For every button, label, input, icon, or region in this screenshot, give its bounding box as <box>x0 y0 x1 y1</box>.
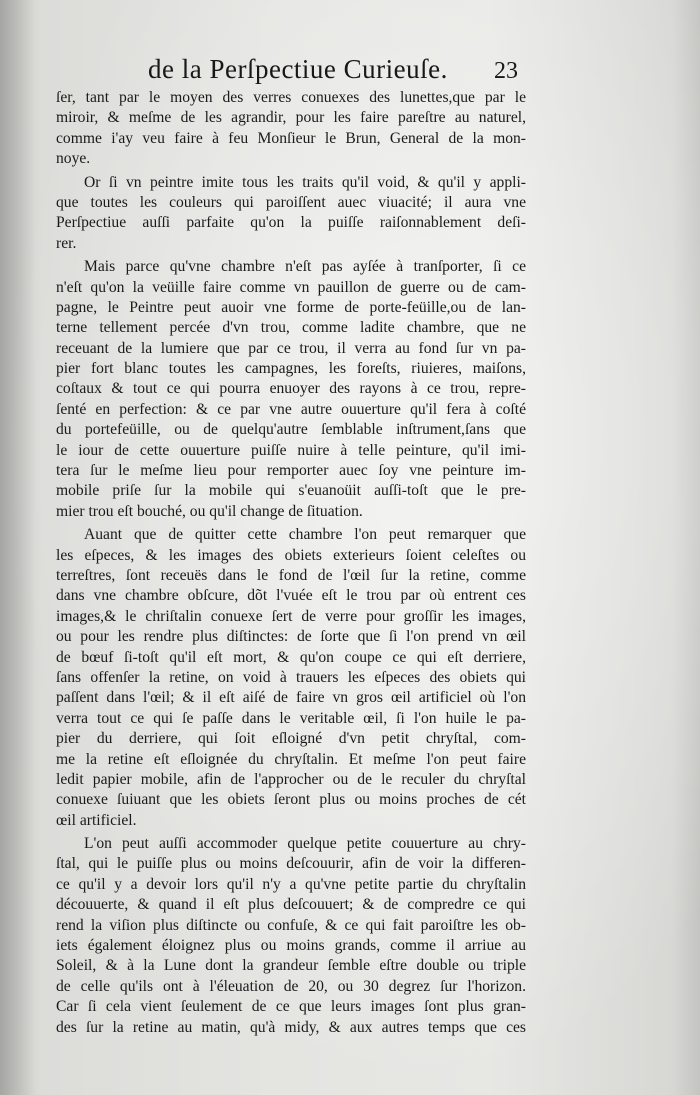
text-line: comme i'ay veu faire à feu Monſieur le Brun, General de la mon- <box>56 129 526 147</box>
text-line: des ſur la retine au matin, qu'à midy, & aux autres temps que ces <box>56 1018 526 1036</box>
paragraph <box>56 88 526 170</box>
text-line: tera ſur le meſme lieu pour remporter auec ſoy vne peinture im- <box>56 462 526 480</box>
running-title: de la Perſpectiue Curieuſe. <box>148 54 448 84</box>
paragraph <box>56 173 526 255</box>
text-line: verra tout ce qui ſe paſſe dans le veritable œil, ſi l'on huile le pa- <box>56 709 526 727</box>
text-line: paſſent dans l'œil; & il eſt aiſé de faire vn gros œil artificiel où l'on <box>56 689 526 707</box>
text-line: mobile priſe ſur la mobile qui s'euanoüit auſſi-toſt que le pre- <box>56 482 526 500</box>
text-line: dans vne chambre obſcure, dõt l'vuée eſt le trou par où entrent ces <box>56 587 526 605</box>
text-line: ledit papier mobile, afin de l'approcher ou de le reculer du chryſtal <box>56 770 526 788</box>
text-line: rend la viſion plus diſtincte ou confuſe, & ce qui fait paroiſtre les ob- <box>56 916 526 934</box>
text-line: terne tellement percée d'vn trou, comme ladite chambre, que ne <box>56 319 526 337</box>
text-line: de bœuf ſi-toſt qu'il eſt mort, & qu'on coupe ce qui eſt derriere, <box>56 648 526 666</box>
text-line: noye. <box>56 150 91 168</box>
text-line: les eſpeces, & les images des obiets exterieurs ſoient celeſtes ou <box>56 546 526 564</box>
text-line: rer. <box>56 234 77 252</box>
text-line: de celle qu'ils ont à l'éleuation de 20, ou 30 degrez ſur l'horizon. <box>56 977 526 995</box>
text-line: me la retine eſt eſloignée du chryſtalin. Et meſme l'on peut faire <box>56 750 526 768</box>
text-line: Mais parce qu'vne chambre n'eſt pas ayſée à tranſporter, ſi ce <box>84 258 526 276</box>
text-line: Or ſi vn peintre imite tous les traits qu'il void, & qu'il y appli- <box>84 173 526 191</box>
text-line: n'eſt qu'on la veüille faire comme vn pauillon de guerre ou de cam- <box>56 278 526 296</box>
text-line: ou pour les rendre plus diſtinctes: de ſorte que ſi l'on prend vn œil <box>56 628 526 646</box>
text-line: iets également éloignez plus ou moins grands, comme il arriue au <box>56 937 526 955</box>
paragraph <box>56 257 526 522</box>
text-line: miroir, & meſme de les agrandir, pour les faire pareſtre au naturel, <box>56 109 526 127</box>
text-line: pier fort blanc toutes les campagnes, les foreſts, riuieres, maiſons, <box>56 360 526 378</box>
paragraph <box>56 834 526 1038</box>
text-line: que toutes les couleurs qui paroiſſent auec viuacité; il aura vne <box>56 193 526 211</box>
text-line: Auant que de quitter cette chambre l'on peut remarquer que <box>84 526 526 544</box>
text-line: du portefeüille, ou de quelqu'autre ſemblable inſtrument,ſans que <box>56 421 526 439</box>
text-line: images,& le chriſtalin conuexe ſert de verre pour groſſir les images, <box>56 607 526 625</box>
text-line: pagne, le Peintre peut auoir vne forme de porte-feüille,ou de lan- <box>56 298 526 316</box>
text-line: le iour de cette ouuerture puiſſe nuire à telle peinture, qu'il imi- <box>56 441 526 459</box>
text-line: ce qu'il y a devoir lors qu'il n'y a qu'vne petite partie du chryſtalin <box>56 875 526 893</box>
body-text <box>56 88 526 1038</box>
text-line: coſtaux & tout ce qui pourra enuoyer des rayons à ce trou, repre- <box>56 380 526 398</box>
gutter-shadow <box>0 0 36 1095</box>
text-line: ſtal, qui le puiſſe plus ou moins deſcouurir, afin de voir la differen- <box>56 855 526 873</box>
text-line: découuerte, & quand il eſt plus deſcouuert; & de compredre ce qui <box>56 896 526 914</box>
text-line: conuexe ſuiuant que les obiets ſeront plus ou moins proches de cét <box>56 791 526 809</box>
text-line: Soleil, & à la Lune dont la grandeur ſemble eſtre double ou triple <box>56 957 526 975</box>
text-line: receuant de la lumiere que par ce trou, il verra au fond ſur vn pa- <box>56 339 526 357</box>
text-line: ſans offenſer la retine, on void à trauers les eſpeces des obiets qui <box>56 668 526 686</box>
text-line: L'on peut auſſi accommoder quelque petite couuerture au chry- <box>84 835 526 853</box>
text-line: terreſtres, ſont receuës dans le fond de l'œil ſur la retine, comme <box>56 566 526 584</box>
text-line: pier du derriere, qui ſoit eſloigné d'vn petit chryſtal, com- <box>56 730 526 748</box>
text-line: Car ſi cela vient ſeulement de ce que leurs images ſont plus gran- <box>56 998 526 1016</box>
text-line: Perſpectiue auſſi parfaite qu'on la puiſſe raiſonnablement deſi- <box>56 214 526 232</box>
text-line: œil artificiel. <box>56 811 137 829</box>
text-line: ſer, tant par le moyen des verres conuexes des lunettes,que par le <box>56 89 526 106</box>
page-number: 23 <box>494 58 518 84</box>
paragraph <box>56 525 526 831</box>
text-line: mier trou eſt bouché, ou qu'il change de ſituation. <box>56 502 363 520</box>
text-line: ſenté en perfection: & ce par vne autre ouuerture qu'il fera à coſté <box>56 400 526 418</box>
